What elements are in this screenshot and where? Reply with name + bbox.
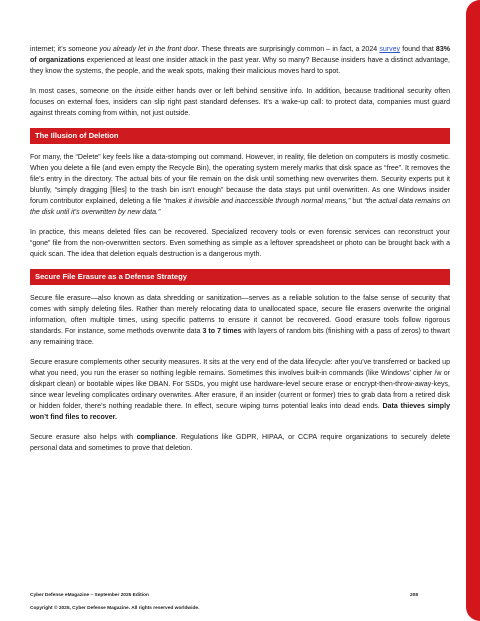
text: . Regulations like GDPR, HIPAA, or CCPA require organizations to securely delete personal data and sometimes to prove that deletion. <box>30 434 450 452</box>
text: Secure file erasure—also known as data shredding or sanitization—serves as a reliable solution to the false sense of security that comes with simply deleting files. Rather than merely relocating data to unallocated space, secure file erasers overwrite the original information, often multiple times, using specific patterns to ensure it cannot be recovered. Good erasure tools follow rigorous standards. For instance, some methods overwrite data <box>30 295 450 335</box>
text: In most cases, someone on the <box>30 88 135 95</box>
paragraph-complements <box>30 357 450 423</box>
text: Secure erasure also helps with <box>30 434 137 441</box>
text: For many, the “Delete” key feels like a data-stomping out command. However, in reality, file deletion on computers is mostly cosmetic. When you delete a file (and even empty the Recycle Bin), the operating system merely marks that disk space as “free”. It removes the file’s entry in the directory. The actual bits of your file remain on the disk until something new overwrites them. Security experts put it bluntly, “simply dragging [files] to the trash bin isn’t enough” because the data stays put until overwritten. As one Windows insider forum contributor explained, deleting a file <box>30 154 450 205</box>
paragraph-insider-threats <box>30 44 450 77</box>
text: experienced at least one insider attack in the past year. Why so many? Because insiders have a distinct advantage, they know the systems, the people, and the weak spots, making their malicious moves hard to spot. <box>30 57 451 75</box>
emphasis-text: you already let in the front door <box>99 46 198 53</box>
quote-text: “makes it invisible and inaccessible through normal means,” <box>163 198 351 205</box>
page-number: 208 <box>409 593 418 598</box>
bold-text: Data thieves simply won’t find files to recover. <box>30 403 450 421</box>
text: found that <box>400 46 436 53</box>
section-heading-illusion-of-deletion: The Illusion of Deletion <box>30 128 450 144</box>
paragraph-recovery: In practice, this means deleted files can be recovered. Specialized recovery tools or even forensic services can reconstruct your “gone” file from the non-overwritten sectors. Even something as simple as a leftover spreadsheet or photo can be brought back with a quick scan. The idea that deletion equals destruction is a dangerous myth. <box>30 229 450 258</box>
paragraph-secure-erasure <box>30 293 450 348</box>
bold-text: 3 to 7 times <box>202 328 242 335</box>
section-heading-secure-erasure: Secure File Erasure as a Defense Strategy <box>30 269 450 285</box>
footer-edition <box>30 593 418 598</box>
edition-text: Cyber Defense eMagazine – September 2025 Edition <box>30 593 149 598</box>
text: . These threats are surprisingly common – in fact, a 2024 <box>197 46 380 53</box>
paragraph-inside-cases <box>30 86 450 119</box>
emphasis-text: inside <box>134 88 154 95</box>
bold-stat: 83% of organizations <box>30 46 451 64</box>
article-body <box>30 44 450 463</box>
text: with layers of random bits (finishing with a pass of zeros) to thwart any remaining trace. <box>30 328 450 346</box>
survey-link[interactable]: survey <box>379 46 401 53</box>
paragraph-compliance <box>30 432 450 454</box>
text: internet; it’s someone <box>30 46 100 53</box>
text: Secure erasure complements other security measures. It sits at the very end of the data lifecycle: after you’ve transferred or backed up what you need, you run the eraser so nothing legible remains. Sometimes this involves built-in commands (like Windows’ cipher /w or diskpart clean) or bootable wipes like DBAN. For SSDs, you might use hardware-level secure erase or encrypt-then-throw-away-keys, since wear leveling complicates ordinary overwrites. After erasure, if an insider (current or former) tries to grab data from a retired disk or hidden folder, there’s nothing readable there. In effect, secure wiping turns potential leaks into dead ends. <box>30 359 450 410</box>
text: either hands over or left behind sensitive info. In addition, because traditional security often focuses on external foes, insiders can slip right past standard defenses. It’s a wake-up call: to protect data, companies must guard against threats coming from within, not just outside. <box>30 88 450 117</box>
quote-text: “the actual data remains on the disk until it’s overwritten by new data.” <box>30 198 450 216</box>
bold-text: compliance <box>136 434 176 441</box>
footer-copyright: Copyright © 2025, Cyber Defense Magazine. All rights reserved worldwide. <box>30 606 200 611</box>
right-accent-bar <box>466 0 480 621</box>
text: but <box>350 198 365 205</box>
paragraph-delete-key <box>30 152 450 218</box>
